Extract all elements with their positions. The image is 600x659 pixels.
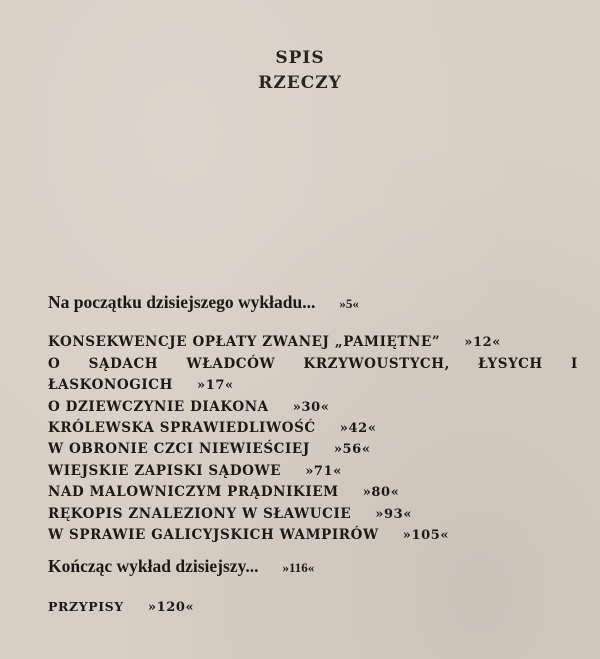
- toc-entry-page: »42«: [339, 421, 377, 436]
- toc-entry-page: »5«: [339, 296, 359, 311]
- toc-entry-title: NAD MALOWNICZYM PRĄDNIKIEM: [48, 484, 339, 500]
- toc-entry-title: O DZIEWCZYNIE DIAKONA: [48, 399, 269, 415]
- toc-entry-chapter-4: [48, 420, 377, 436]
- toc-entry-chapter-3: [48, 399, 329, 415]
- toc-word: KRZYWOUSTYCH,: [303, 356, 450, 372]
- toc-entry-chapter-2-line-2: [48, 377, 234, 393]
- toc-entry-chapter-1: [48, 334, 501, 350]
- toc-entry-title: KONSEKWENCJE OPŁATY ZWANEJ „PAMIĘTNE”: [48, 334, 441, 350]
- toc-entry-chapter-5: [48, 441, 371, 457]
- toc-entry-chapter-2-line-1: [48, 356, 578, 372]
- toc-entry-notes: [48, 599, 194, 615]
- toc-entry-page: »30«: [292, 400, 330, 415]
- toc-entry-page: »71«: [305, 464, 342, 479]
- toc-word: I: [571, 356, 578, 372]
- toc-entry-outro: [48, 556, 314, 577]
- toc-entry-chapter-8: [48, 506, 412, 522]
- toc-word: O: [48, 356, 61, 372]
- toc-entry-page: »105«: [402, 528, 450, 543]
- toc-entry-title: Kończąc wykład dzisiejszy...: [48, 556, 259, 576]
- toc-entry-title: WIEJSKIE ZAPISKI SĄDOWE: [48, 463, 282, 479]
- toc-word: ŁYSYCH: [478, 356, 543, 372]
- toc-entry-page: »80«: [362, 485, 400, 500]
- toc-entry-chapter-7: [48, 484, 399, 500]
- toc-entry-page: »116«: [282, 560, 315, 575]
- toc-entry-title: KRÓLEWSKA SPRAWIEDLIWOŚĆ: [48, 420, 316, 436]
- toc-entry-page: »12«: [464, 335, 501, 350]
- toc-entry-page: »93«: [375, 507, 413, 522]
- toc-entry-page: »17«: [196, 378, 234, 393]
- toc-heading-line-1: SPIS: [275, 48, 325, 68]
- toc-entry-page: »120«: [147, 600, 195, 615]
- toc-entry-title: W SPRAWIE GALICYJSKICH WAMPIRÓW: [48, 527, 379, 543]
- toc-entry-page: »56«: [333, 442, 371, 457]
- toc-entry-title: Na początku dzisiejszego wykładu...: [48, 292, 316, 312]
- toc-entry-title: RĘKOPIS ZNALEZIONY W SŁAWUCIE: [48, 506, 352, 522]
- toc-word: WŁADCÓW: [186, 356, 276, 372]
- toc-entry-title: W OBRONIE CZCI NIEWIEŚCIEJ: [48, 441, 310, 457]
- toc-word: SĄDACH: [88, 356, 159, 372]
- toc-heading-line-2: RZECZY: [258, 73, 342, 93]
- toc-entry-intro: [48, 292, 359, 313]
- toc-entry-chapter-6: [48, 463, 342, 479]
- toc-entry-chapter-9: [48, 527, 449, 543]
- toc-entry-title: ŁASKONOGICH: [48, 377, 173, 393]
- toc-entry-title: PRZYPISY: [48, 599, 124, 614]
